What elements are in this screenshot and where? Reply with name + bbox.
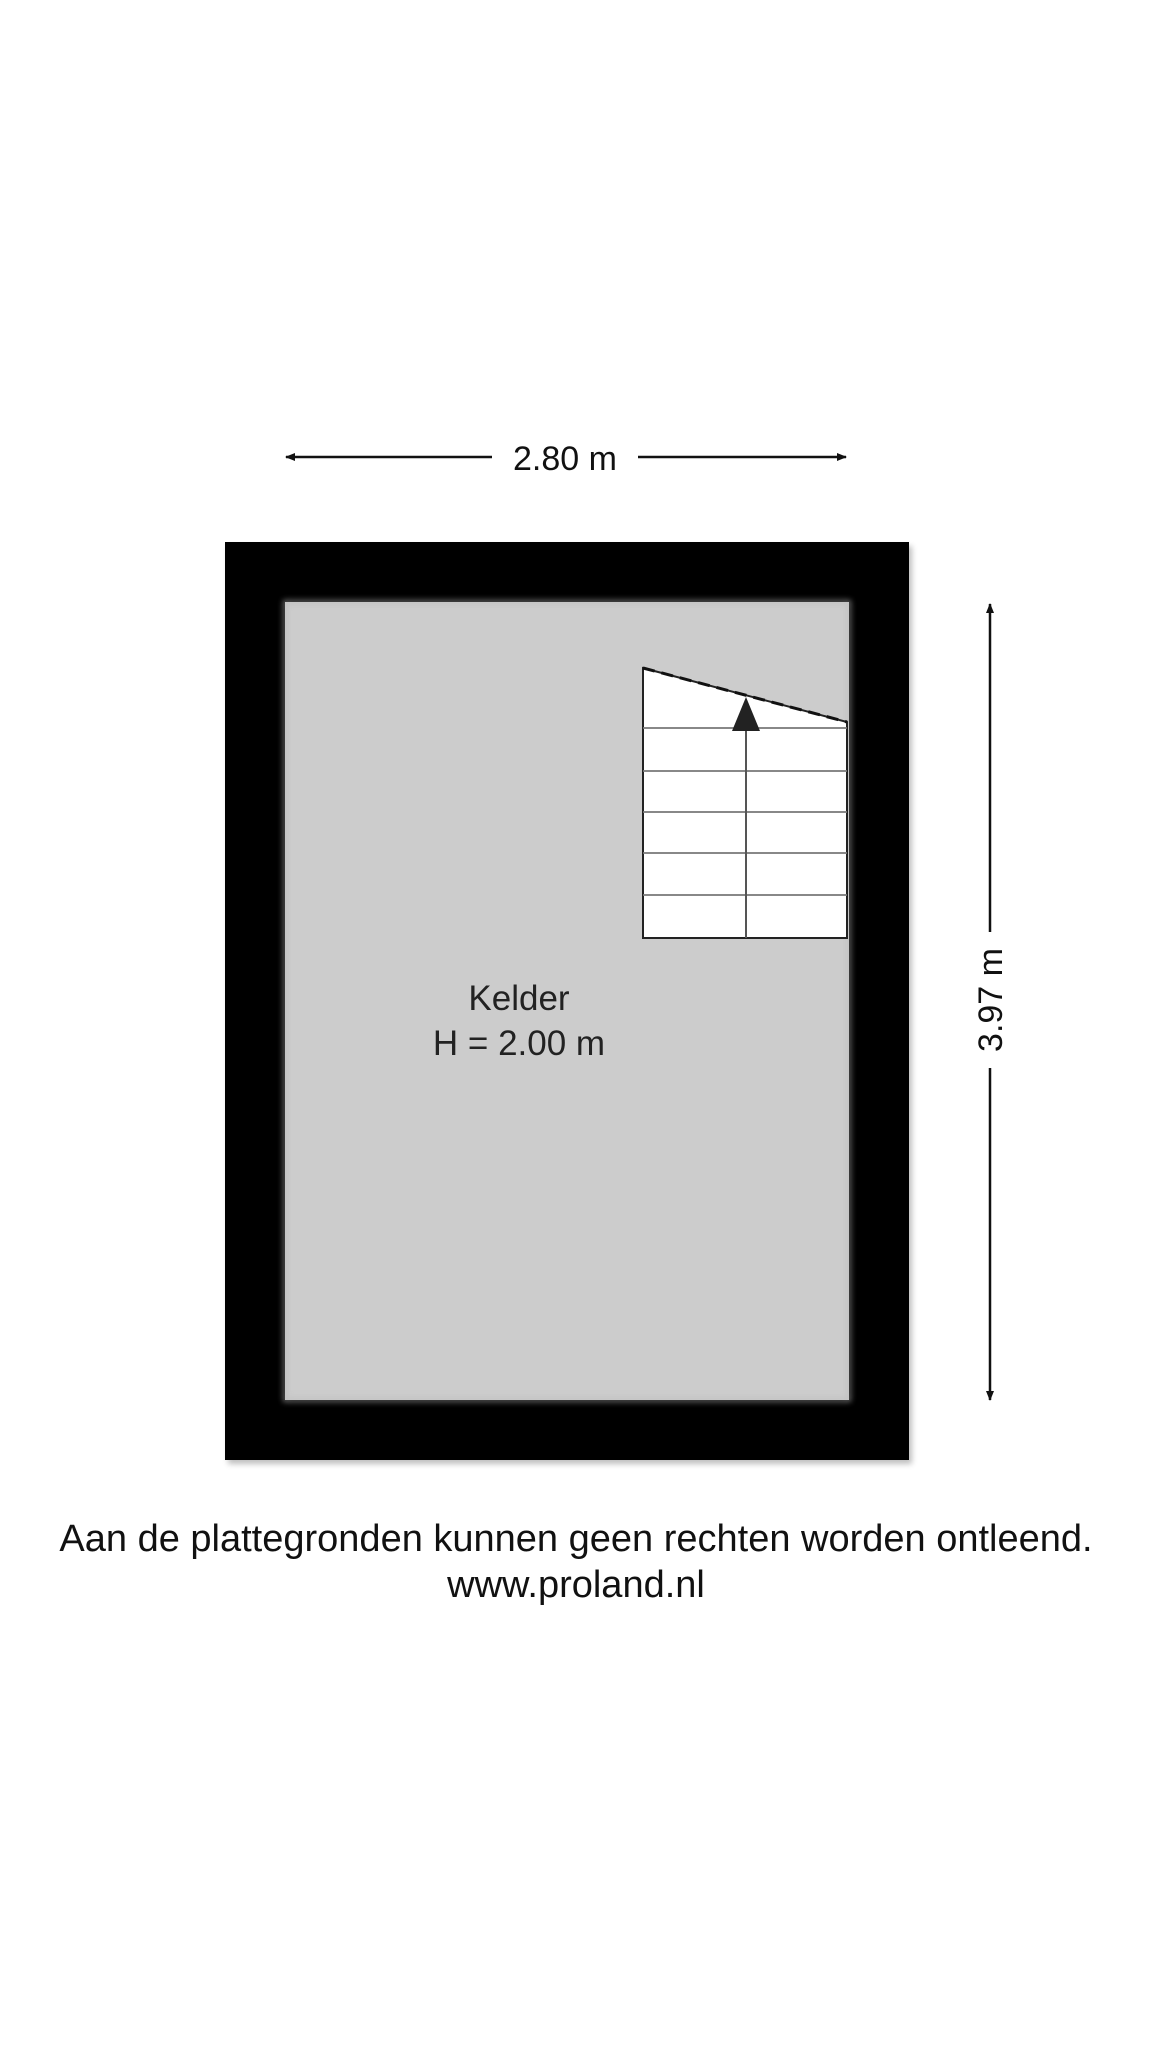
- disclaimer-text: Aan de plattegronden kunnen geen rechten worden ontleend.: [59, 1518, 1093, 1560]
- width-dimension: [286, 440, 846, 478]
- width-dimension-label: 2.80 m: [513, 440, 617, 478]
- room-name: Kelder: [468, 979, 570, 1018]
- height-dimension: [972, 604, 1010, 1400]
- height-dimension-label: 3.97 m: [972, 948, 1010, 1052]
- room-height: H = 2.00 m: [432, 1024, 606, 1063]
- website-text: www.proland.nl: [447, 1564, 705, 1606]
